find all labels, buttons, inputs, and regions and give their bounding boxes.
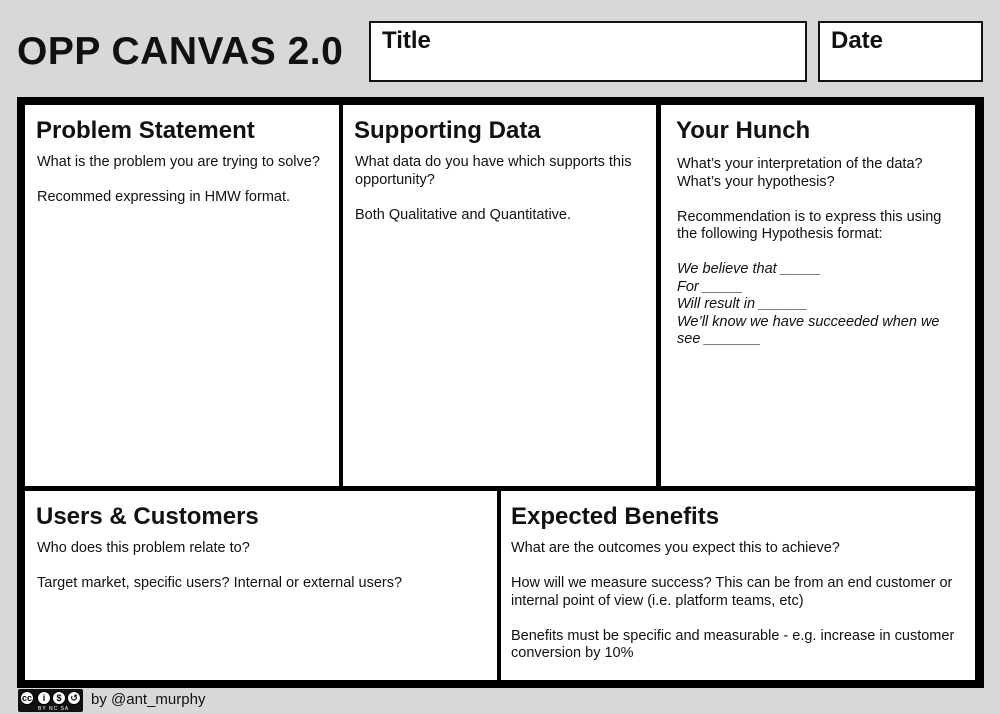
section-body xyxy=(355,154,646,242)
nc-icon: $ xyxy=(52,691,66,705)
section-text: What is the problem you are trying to solve? xyxy=(37,154,320,170)
footer xyxy=(17,688,417,714)
section-heading: Your Hunch xyxy=(676,117,811,144)
section-text: Recommed expressing in HMW format. xyxy=(37,189,291,205)
section-text: How will we measure success? This can be from an end customer or internal point of view (i.e. platform teams, etc) xyxy=(511,575,953,609)
section-text: What’s your hypothesis? xyxy=(677,173,835,190)
section-text: Recommendation is to express this using the following Hypothesis format: xyxy=(677,208,942,242)
page-title: OPP CANVAS 2.0 xyxy=(17,30,344,73)
supporting-data-section[interactable] xyxy=(343,105,656,486)
author-credit: by @ant_murphy xyxy=(91,691,206,708)
users-customers-section[interactable] xyxy=(25,491,497,680)
section-text: Who does this problem relate to? xyxy=(37,540,250,556)
section-text: Both Qualitative and Quantitative. xyxy=(355,206,572,223)
section-heading: Expected Benefits xyxy=(511,503,720,530)
title-field-label: Title xyxy=(382,27,431,54)
expected-benefits-section[interactable] xyxy=(501,491,975,680)
date-field[interactable] xyxy=(818,21,983,82)
section-body xyxy=(37,154,329,224)
license-tags: BY NC SA xyxy=(38,706,70,712)
hypothesis-line: We believe that _____ xyxy=(677,261,822,277)
section-body xyxy=(511,540,965,680)
canvas-grid xyxy=(17,97,984,688)
section-text: Benefits must be specific and measurable - e.g. increase in customer conversion by 10% xyxy=(511,627,955,661)
hypothesis-line: We’ll know we have succeeded when we see _______ xyxy=(677,313,940,347)
section-body xyxy=(37,540,487,610)
cc-by-nc-sa-icon[interactable] xyxy=(18,689,83,712)
date-field-label: Date xyxy=(831,27,884,54)
section-body xyxy=(677,156,965,349)
sa-icon: ↺ xyxy=(67,691,81,705)
section-text: What’s your interpretation of the data? xyxy=(677,156,923,172)
section-heading: Problem Statement xyxy=(36,117,255,144)
section-text: What data do you have which supports this opportunity? xyxy=(355,154,632,188)
section-heading: Users & Customers xyxy=(36,503,259,530)
section-heading: Supporting Data xyxy=(354,117,541,144)
title-field[interactable] xyxy=(369,21,807,82)
cc-icon: cc xyxy=(21,693,32,703)
hypothesis-line: Will result in ______ xyxy=(677,296,808,312)
section-text: Target market, specific users? Internal or external users? xyxy=(37,575,403,591)
by-icon: i xyxy=(37,691,51,705)
your-hunch-section[interactable] xyxy=(661,105,975,486)
problem-statement-section[interactable] xyxy=(25,105,339,486)
section-text: What are the outcomes you expect this to achieve? xyxy=(511,540,840,556)
hypothesis-line: For _____ xyxy=(677,278,744,295)
